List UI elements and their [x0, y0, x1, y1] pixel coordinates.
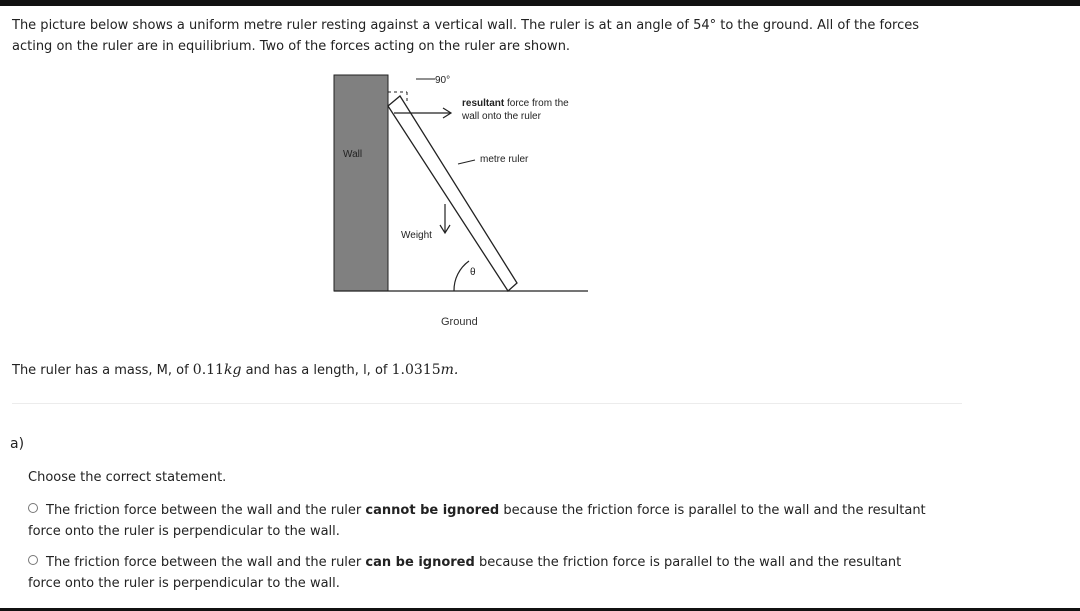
option-2-text-b: because the friction force is parallel to the wall and the resultant	[478, 555, 902, 570]
section-divider	[12, 403, 962, 404]
answer-option-2[interactable]	[28, 552, 928, 594]
intro-line-2: acting on the ruler are in equilibrium. Two of the forces acting on the ruler are shown.	[12, 39, 571, 54]
option-2-bold: can be ignored	[365, 555, 475, 570]
length-value: 1.0315m.	[391, 362, 459, 378]
weight-label: Weight	[401, 230, 432, 241]
option-1-bold: cannot be ignored	[365, 503, 500, 518]
option-2-text-a: The friction force between the wall and the ruler	[46, 555, 362, 570]
wall-label: Wall	[343, 149, 363, 160]
option-1-text-c: force onto the ruler is perpendicular to the wall.	[28, 524, 340, 539]
ruler-diagram-svg	[320, 68, 620, 338]
theta-arc	[454, 261, 469, 291]
part-label: a)	[10, 436, 25, 452]
mass-value: 0.11kg	[192, 362, 242, 378]
intro-line-1: The picture below shows a uniform metre ruler resting against a vertical wall. The ruler is at an angle of 54° to the ground. All of the forces	[12, 18, 920, 33]
metre-ruler-leader	[458, 160, 475, 164]
resultant-label-line-2: wall onto the ruler	[462, 111, 541, 122]
option-2-text-c: force onto the ruler is perpendicular to the wall.	[28, 576, 340, 591]
ground-label: Ground	[441, 316, 478, 328]
length-prefix: and has a length, l, of	[245, 363, 388, 378]
radio-button-2[interactable]	[28, 555, 38, 565]
ruler-diagram	[320, 68, 620, 338]
answer-option-1[interactable]	[28, 500, 928, 542]
metre-ruler-bar	[388, 96, 517, 291]
question-prompt: Choose the correct statement.	[28, 470, 227, 485]
option-1-text-a: The friction force between the wall and the ruler	[46, 503, 362, 518]
angle-90-label: 90°	[435, 75, 451, 86]
option-1-text-b: because the friction force is parallel to the wall and the resultant	[503, 503, 926, 518]
mass-prefix: The ruler has a mass, M, of	[12, 363, 189, 378]
top-border	[0, 0, 1080, 6]
resultant-label-line-1: resultant force from the	[462, 98, 569, 109]
question-intro	[12, 15, 952, 57]
given-values	[12, 362, 458, 378]
metre-ruler-label: metre ruler	[480, 154, 529, 165]
theta-label: θ	[470, 267, 476, 278]
wall-rect	[334, 75, 388, 291]
radio-button-1[interactable]	[28, 503, 38, 513]
